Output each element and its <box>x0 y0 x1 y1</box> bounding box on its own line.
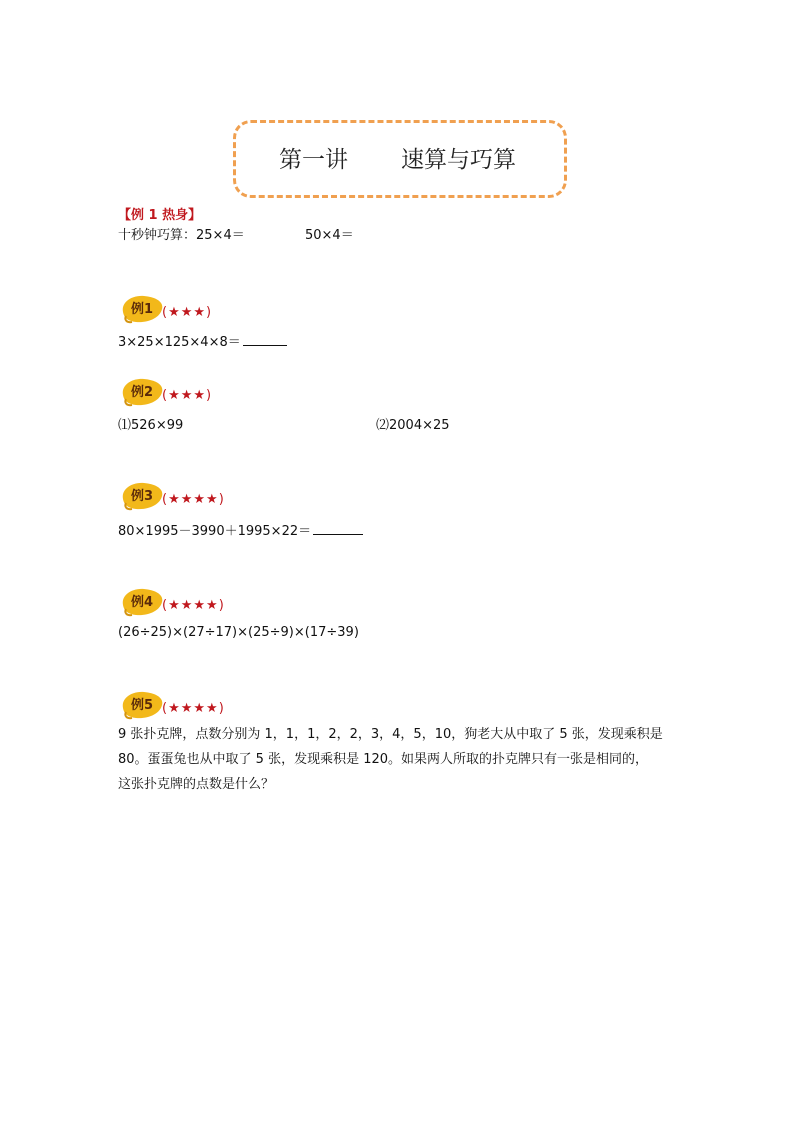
example-3-expr: 80×1995－3990＋1995×22＝ <box>118 524 312 539</box>
problem-line: 80。蛋蛋兔也从中取了 5 张，发现乘积是 120。如果两人所取的扑克牌只有一张是相同的， <box>118 752 649 767</box>
example-4-expr: (26÷25)×(27÷17)×(25÷9)×(17÷39) <box>118 625 359 640</box>
svg-text:例1: 例1 <box>131 302 154 317</box>
badge-leaf-icon <box>118 479 166 513</box>
problem-line: 这张扑克牌的点数是什么？ <box>118 777 275 792</box>
example-2-badge <box>118 375 166 409</box>
example-2-difficulty: (★★★) <box>162 388 213 403</box>
example-1-difficulty: (★★★) <box>162 305 213 320</box>
example-4-difficulty: (★★★★) <box>162 598 225 613</box>
svg-text:例5: 例5 <box>131 698 154 713</box>
example-5-difficulty: (★★★★) <box>162 701 225 716</box>
svg-text:例4: 例4 <box>131 595 154 610</box>
example-4-badge <box>118 585 166 619</box>
example-1-expr: 3×25×125×4×8＝ <box>118 335 241 350</box>
warmup-line <box>118 224 245 243</box>
warmup-expr-1: 25×4＝ <box>196 228 245 243</box>
badge-leaf-icon <box>118 688 166 722</box>
example-1-badge <box>118 292 166 326</box>
example-3-difficulty: (★★★★) <box>162 492 225 507</box>
badge-leaf-icon <box>118 585 166 619</box>
answer-blank[interactable] <box>313 522 363 535</box>
svg-text:例3: 例3 <box>131 489 154 504</box>
example-2-expr-a: ⑴526×99 <box>118 418 184 433</box>
answer-blank[interactable] <box>243 333 287 346</box>
badge-leaf-icon <box>118 375 166 409</box>
badge-leaf-icon <box>118 292 166 326</box>
title-box <box>233 120 567 198</box>
warmup-label: 【例 1 热身】 <box>118 208 202 223</box>
lecture-topic: 速算与巧算 <box>401 147 516 173</box>
example-3-badge <box>118 479 166 513</box>
warmup-expr-2: 50×4＝ <box>305 228 354 243</box>
example-2-expr-b: ⑵2004×25 <box>376 418 450 433</box>
svg-text:例2: 例2 <box>131 385 154 400</box>
example-5-problem <box>118 722 698 797</box>
example-3-question <box>118 520 363 539</box>
example-5-badge <box>118 688 166 722</box>
problem-line: 9 张扑克牌，点数分别为 1，1，1，2，2，3，4，5，10，狗老大从中取了 5 张，发现乘积是 <box>118 727 663 742</box>
lecture-number: 第一讲 <box>279 147 348 173</box>
example-1-question <box>118 331 287 350</box>
warmup-prefix: 十秒钟巧算： <box>118 228 197 243</box>
